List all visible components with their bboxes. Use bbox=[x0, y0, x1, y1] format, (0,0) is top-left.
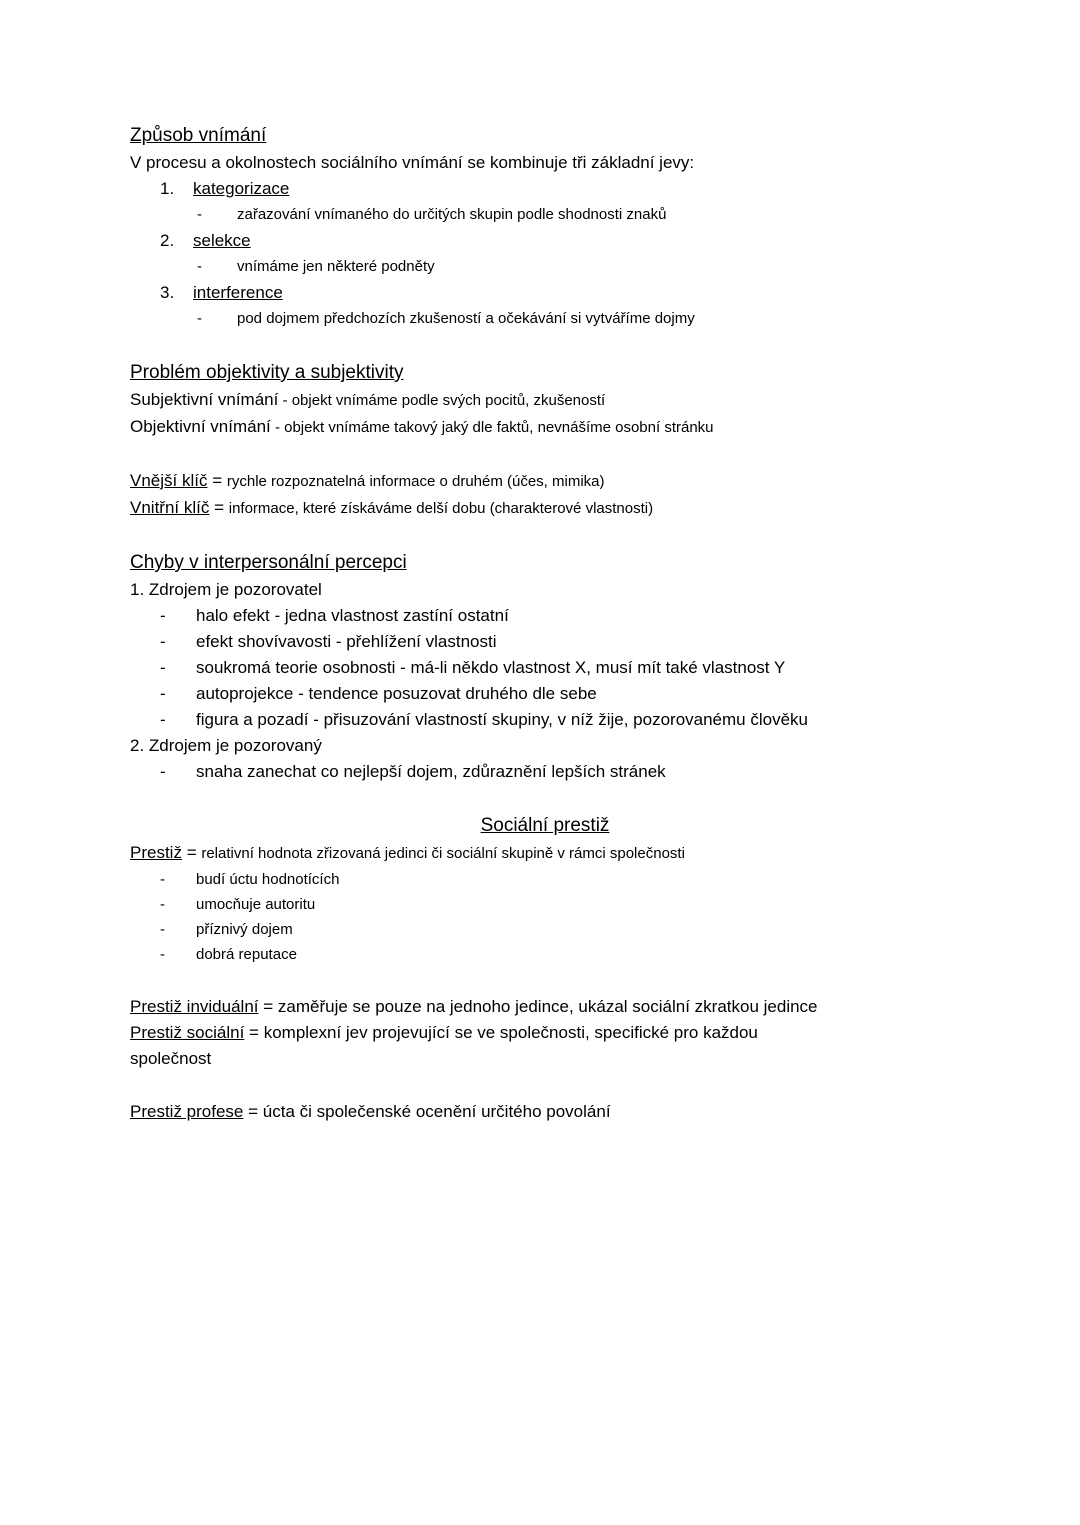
list-item bbox=[160, 681, 960, 707]
section-heading: Chyby v interpersonální percepci bbox=[130, 552, 407, 573]
key-definition-line bbox=[130, 1099, 960, 1125]
key-definition-line bbox=[130, 994, 960, 1020]
dash-bullet: - bbox=[197, 258, 202, 275]
dash-bullet: - bbox=[197, 310, 202, 327]
definition-separator: - bbox=[270, 419, 285, 436]
prestiz-profese-block bbox=[130, 1099, 960, 1125]
key-separator: = bbox=[207, 471, 227, 490]
list-item bbox=[160, 917, 960, 942]
item-description-text: pod dojmem předchozích zkušeností a očekávání si vytváříme dojmy bbox=[237, 310, 695, 327]
list-item-text: efekt shovívavosti - přehlížení vlastnosti bbox=[196, 632, 497, 651]
group-title: 2. Zdrojem je pozorovaný bbox=[130, 736, 322, 755]
dash-bullet: - bbox=[160, 632, 166, 651]
list-item-text: umocňuje autoritu bbox=[196, 896, 316, 913]
key-text: úcta či společenské ocenění určitého povolání bbox=[262, 1102, 611, 1121]
numbered-item bbox=[160, 176, 960, 202]
section-heading: Problém objektivity a subjektivity bbox=[130, 362, 404, 383]
list-item bbox=[160, 655, 960, 681]
definition-text: objekt vnímáme podle svých pocitů, zkušeností bbox=[291, 392, 606, 409]
key-definition-line bbox=[130, 840, 960, 867]
section-chyby-percepce bbox=[130, 549, 960, 785]
dash-bullet: - bbox=[160, 606, 166, 625]
section-intro: V procesu a okolnostech sociálního vnímání se kombinuje tři základní jevy: bbox=[130, 153, 695, 172]
key-separator: = bbox=[181, 843, 202, 862]
key-definition-line bbox=[130, 1020, 960, 1046]
list-item bbox=[160, 892, 960, 917]
item-term: kategorizace bbox=[193, 179, 290, 198]
key-definition-line bbox=[130, 468, 960, 495]
list-item-text: dobrá reputace bbox=[196, 946, 297, 963]
item-number: 3. bbox=[160, 283, 175, 302]
list-item bbox=[160, 942, 960, 967]
key-separator: = bbox=[258, 997, 278, 1016]
group-title: 1. Zdrojem je pozorovatel bbox=[130, 580, 322, 599]
list-item-text: budí úctu hodnotících bbox=[196, 871, 340, 888]
dash-bullet: - bbox=[160, 710, 166, 729]
section-heading: Způsob vnímání bbox=[130, 125, 267, 146]
definition-line bbox=[130, 414, 960, 441]
list-item-text: snaha zanechat co nejlepší dojem, zdůraznění lepších stránek bbox=[196, 762, 666, 781]
dash-bullet: - bbox=[160, 658, 166, 677]
list-item bbox=[160, 759, 960, 785]
key-text: informace, které získáváme delší dobu (charakterové vlastnosti) bbox=[228, 500, 654, 517]
list-item-text: příznivý dojem bbox=[196, 921, 293, 938]
section-zpusob-vnimani bbox=[130, 122, 960, 332]
item-number: 1. bbox=[160, 179, 175, 198]
list-item bbox=[160, 603, 960, 629]
key-label: Prestiž sociální bbox=[130, 1023, 245, 1042]
item-term: interference bbox=[193, 283, 283, 302]
numbered-item bbox=[160, 228, 960, 254]
definition-continuation: společnost bbox=[130, 1049, 212, 1068]
list-item-text: figura a pozadí - přisuzování vlastností skupiny, v níž žije, pozorovanému člověku bbox=[196, 710, 808, 729]
keys-block bbox=[130, 468, 960, 522]
key-separator: = bbox=[243, 1102, 263, 1121]
dash-bullet: - bbox=[160, 896, 165, 913]
list-item-text: soukromá teorie osobnosti - má-li někdo vlastnost X, musí mít také vlastnost Y bbox=[196, 658, 786, 677]
key-label: Vnější klíč bbox=[130, 471, 208, 490]
dash-bullet: - bbox=[197, 206, 202, 223]
section-socialni-prestiz bbox=[130, 812, 960, 967]
definition-text: objekt vnímáme takový jaký dle faktů, nevnášíme osobní stránku bbox=[284, 419, 714, 436]
definition-label: Objektivní vnímání bbox=[130, 417, 271, 436]
item-description-text: zařazování vnímaného do určitých skupin podle shodnosti znaků bbox=[237, 206, 667, 223]
key-separator: = bbox=[209, 498, 229, 517]
dash-bullet: - bbox=[160, 921, 165, 938]
key-label: Prestiž inviduální bbox=[130, 997, 259, 1016]
dash-bullet: - bbox=[160, 946, 165, 963]
key-text: relativní hodnota zřizovaná jedinci či sociální skupině v rámci společnosti bbox=[201, 845, 685, 862]
item-number: 2. bbox=[160, 231, 175, 250]
item-description bbox=[197, 254, 960, 280]
key-label: Vnitřní klíč bbox=[130, 498, 210, 517]
item-description bbox=[197, 306, 960, 332]
key-text: zaměřuje se pouze na jednoho jedince, ukázal sociální zkratkou jedince bbox=[277, 997, 818, 1016]
item-description-text: vnímáme jen některé podněty bbox=[237, 258, 435, 275]
list-item bbox=[160, 867, 960, 892]
list-item bbox=[160, 707, 960, 733]
section-problem-objektivity bbox=[130, 359, 960, 441]
item-description bbox=[197, 202, 960, 228]
section-heading-centered: Sociální prestiž bbox=[480, 815, 610, 836]
key-separator: = bbox=[244, 1023, 264, 1042]
dash-bullet: - bbox=[160, 871, 165, 888]
definition-line bbox=[130, 387, 960, 414]
dash-bullet: - bbox=[160, 684, 166, 703]
key-definition-line bbox=[130, 495, 960, 522]
list-item-text: halo efekt - jedna vlastnost zastíní ostatní bbox=[196, 606, 509, 625]
list-item bbox=[160, 629, 960, 655]
item-term: selekce bbox=[193, 231, 251, 250]
numbered-item bbox=[160, 280, 960, 306]
key-label: Prestiž profese bbox=[130, 1102, 244, 1121]
key-text: komplexní jev projevující se ve společnosti, specifické pro každou bbox=[263, 1023, 758, 1042]
definition-label: Subjektivní vnímání bbox=[130, 390, 279, 409]
key-label: Prestiž bbox=[130, 843, 182, 862]
list-item-text: autoprojekce - tendence posuzovat druhého dle sebe bbox=[196, 684, 597, 703]
prestiz-definitions-block bbox=[130, 994, 960, 1072]
dash-bullet: - bbox=[160, 762, 166, 781]
key-text: rychle rozpoznatelná informace o druhém (účes, mimika) bbox=[226, 473, 605, 490]
definition-separator: - bbox=[278, 392, 292, 409]
